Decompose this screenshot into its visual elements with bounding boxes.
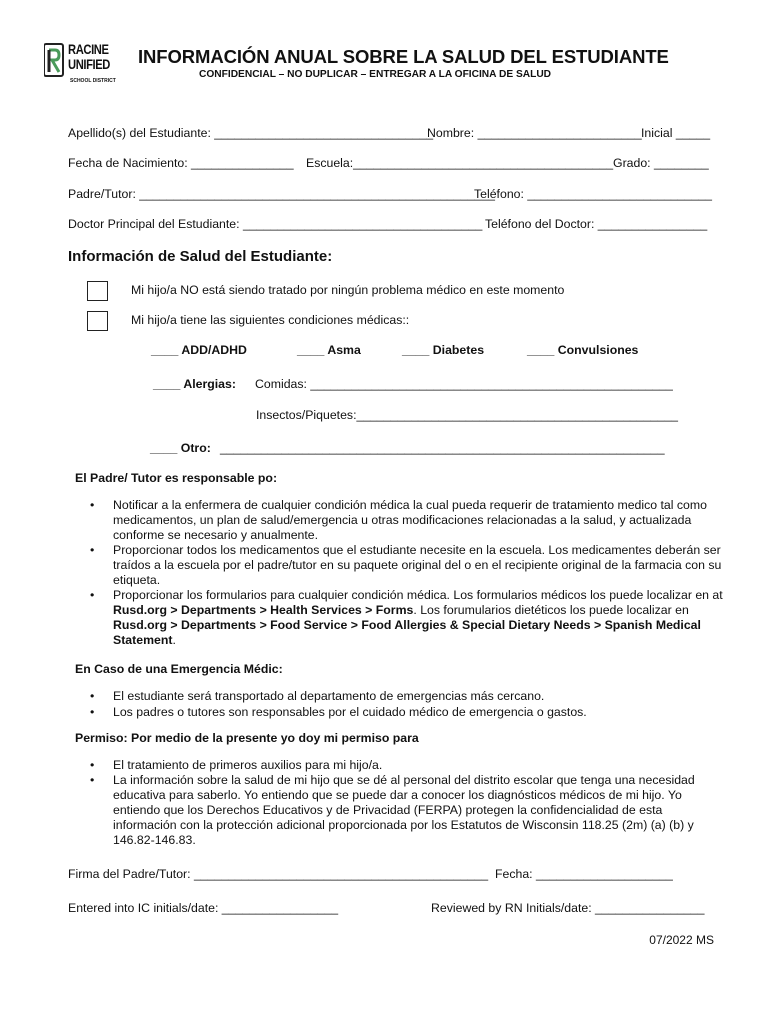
- permission-bullet-2: La información sobre la salud de mi hijo que se dé al personal del distrito escolar que tenga una necesidad educativa para saberlo. Yo entiendo que se puede dar a conocer los diagnósticos médicos de mi hijo. Yo entiendo que los Derechos Educativos y de Privacidad (FERPA) protegen la confidencialidad de esta información con la protección adicional proporcionada por los Estatutos de Wisconsin 118.25 (2m) (a) (b) y 146.82-146.83.: [113, 773, 695, 847]
- grade-field[interactable]: Grado: ________: [613, 156, 709, 170]
- otro-field[interactable]: _________________________________________________________________: [220, 441, 665, 455]
- bullet-marker: •: [90, 758, 95, 772]
- doctor-phone-field[interactable]: Teléfono del Doctor: ________________: [485, 217, 708, 231]
- bullet3-text-pre: Proporcionar los formularios para cualquier condición médica. Los formularios médicos los puede localizar en at: [113, 588, 723, 602]
- responsible-title: El Padre/ Tutor es responsable po:: [75, 471, 278, 485]
- bullet-marker: •: [90, 543, 95, 557]
- add-adhd-option[interactable]: ____ ADD/ADHD: [151, 343, 247, 357]
- otro-option[interactable]: ____ Otro:: [150, 441, 211, 455]
- has-condition-label: Mi hijo/a tiene las siguientes condiciones médicas::: [131, 313, 410, 327]
- logo-line2: UNIFIED: [68, 56, 110, 72]
- responsible-bullet-3: [113, 588, 728, 648]
- forms-link[interactable]: Rusd.org > Departments > Health Services > Forms: [113, 603, 414, 617]
- asma-option[interactable]: ____ Asma: [297, 343, 361, 357]
- comidas-field[interactable]: Comidas: _____________________________________________________: [255, 377, 673, 391]
- has-condition-checkbox[interactable]: [87, 311, 108, 331]
- birthdate-field[interactable]: Fecha de Nacimiento: _______________: [68, 156, 294, 170]
- alergias-option[interactable]: ____ Alergias:: [153, 377, 236, 391]
- parent-signature-field[interactable]: Firma del Padre/Tutor: ___________________________________________: [68, 867, 489, 881]
- bullet3-text-mid: . Los forumularios dietéticos los puede localizar en: [413, 603, 689, 617]
- logo-line1: RACINE: [68, 41, 109, 57]
- bullet-marker: •: [90, 498, 95, 512]
- page-subtitle: CONFIDENCIAL – NO DUPLICAR – ENTREGAR A LA OFICINA DE SALUD: [199, 69, 552, 80]
- doctor-field[interactable]: Doctor Principal del Estudiante: ___________________________________: [68, 217, 483, 231]
- bullet3-text-end: .: [172, 633, 176, 647]
- convulsiones-option[interactable]: ____ Convulsiones: [527, 343, 639, 357]
- student-lastname-field[interactable]: Apellido(s) del Estudiante: ________________________________: [68, 126, 434, 140]
- student-firstname-field[interactable]: Nombre: ________________________: [427, 126, 642, 140]
- bullet-marker: •: [90, 705, 95, 719]
- diabetes-option[interactable]: ____ Diabetes: [402, 343, 485, 357]
- entered-ic-field[interactable]: Entered into IC initials/date: _________________: [68, 901, 339, 915]
- page-title: INFORMACIÓN ANUAL SOBRE LA SALUD DEL ESTUDIANTE: [138, 46, 669, 67]
- emergency-title: En Caso de una Emergencia Médic:: [75, 662, 283, 676]
- reviewed-rn-field[interactable]: Reviewed by RN Initials/date: ________________: [431, 901, 705, 915]
- parent-field[interactable]: Padre/Tutor: ____________________________________________________: [68, 187, 495, 201]
- no-condition-label: Mi hijo/a NO está siendo tratado por ningún problema médico en este momento: [131, 283, 565, 297]
- responsible-bullet-1: Notificar a la enfermera de cualquier condición médica la cual pueda requerir de tratamiento medico tal como medicamentos, un plan de salud/emergencia u otras modificaciones relacionadas a la salud, y actualizada conforme se necesario y anualmente.: [113, 498, 707, 542]
- bullet-marker: •: [90, 773, 95, 787]
- permission-title: Permiso: Por medio de la presente yo doy mi permiso para: [75, 731, 419, 745]
- bullet-marker: •: [90, 588, 95, 602]
- district-logo: [44, 42, 116, 88]
- student-initial-field[interactable]: Inicial _____: [641, 126, 711, 140]
- no-condition-checkbox[interactable]: [87, 281, 108, 301]
- phone-field[interactable]: Teléfono: ___________________________: [474, 187, 712, 201]
- emergency-bullet-2: Los padres o tutores son responsables por el cuidado médico de emergencia o gastos.: [113, 705, 587, 719]
- emergency-bullet-1: El estudiante será transportado al departamento de emergencias más cercano.: [113, 689, 545, 703]
- logo-line3: SCHOOL DISTRICT: [70, 78, 116, 84]
- permission-bullet-1: El tratamiento de primeros auxilios para mi hijo/a.: [113, 758, 383, 772]
- health-section-heading: Información de Salud del Estudiante:: [68, 248, 333, 265]
- responsible-bullet-2: Proporcionar todos los medicamentos que el estudiante necesite en la escuela. Los medicamentes deberán ser traídos a la escuela por el padre/tutor en su paquete original del o en el recipiente original de la farmacia con su etiqueta.: [113, 543, 722, 587]
- school-field[interactable]: Escuela:______________________________________: [306, 156, 614, 170]
- form-version: 07/2022 MS: [649, 933, 714, 947]
- signature-date-field[interactable]: Fecha: ____________________: [495, 867, 673, 881]
- bullet-marker: •: [90, 689, 95, 703]
- insectos-field[interactable]: Insectos/Piquetes:_______________________________________________: [256, 408, 678, 422]
- food-allergy-link[interactable]: Rusd.org > Departments > Food Service > Food Allergies & Special Dietary Needs > Spanish Medical Statement: [113, 618, 701, 647]
